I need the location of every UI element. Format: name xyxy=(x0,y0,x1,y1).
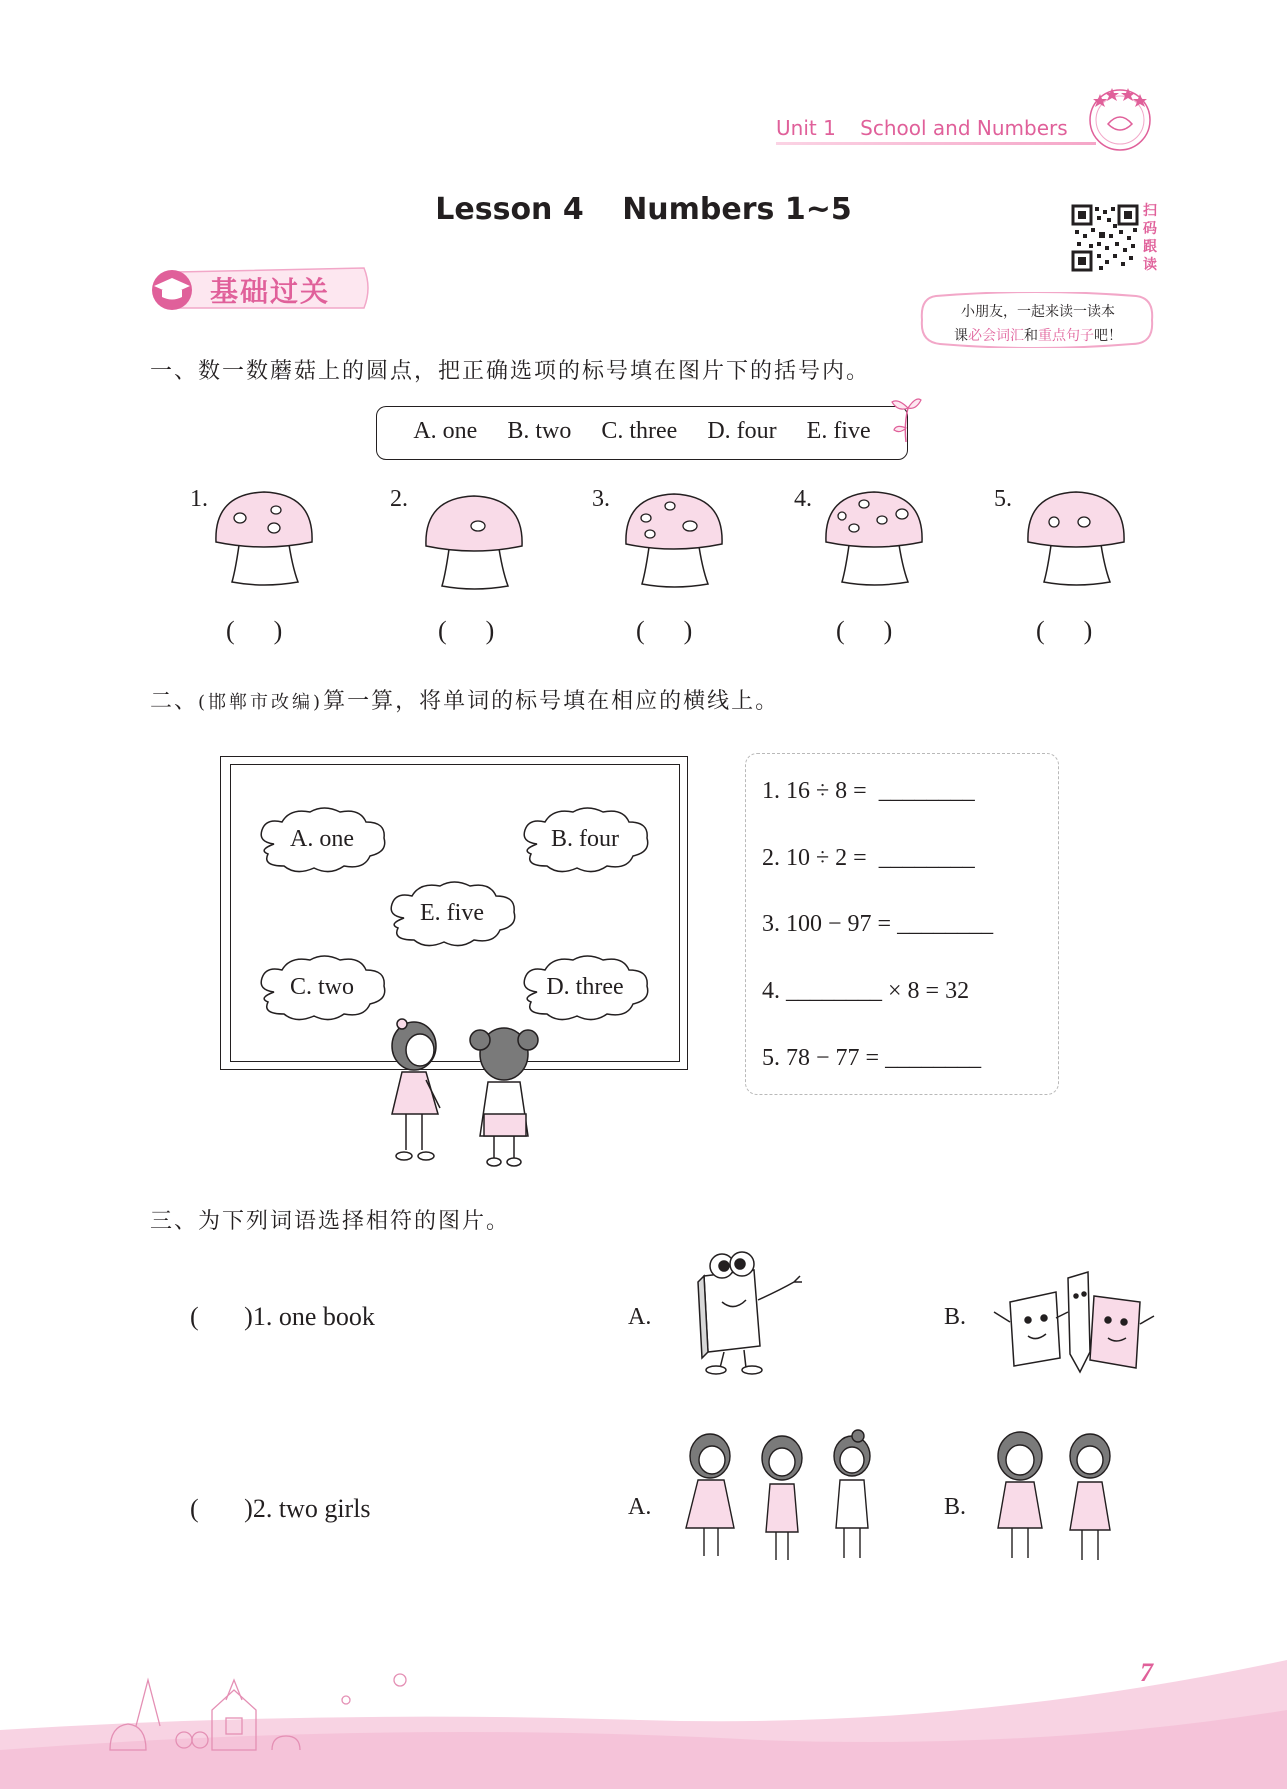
two-girls-illustration xyxy=(984,1428,1124,1568)
one-book-illustration xyxy=(684,1246,812,1376)
lesson-label: Lesson 4 xyxy=(435,192,584,227)
item-number: 4. xyxy=(794,486,812,512)
qr-code-icon xyxy=(1071,204,1139,272)
equation: 4. ________ × 8 = 32 xyxy=(762,978,970,1004)
section2-title: 二、(邯郸市改编)算一算，将单词的标号填在相应的横线上。 xyxy=(150,689,780,714)
option-e: E. five xyxy=(806,418,871,444)
mushroom-four-dots xyxy=(620,488,728,592)
choice-label-b: B. xyxy=(944,1304,967,1330)
answer-parens: ( ) xyxy=(1036,616,1093,645)
cloud-word: E. five xyxy=(420,900,484,926)
answer-parens: ( ) xyxy=(636,616,693,645)
option-c: C. three xyxy=(601,418,678,444)
cloud-word: C. two xyxy=(289,974,354,1000)
item-number: 1. xyxy=(190,486,208,512)
three-girls-illustration xyxy=(676,1428,892,1568)
mushroom-three-dots xyxy=(210,486,318,590)
choice-label-b: B. xyxy=(944,1494,967,1520)
cloud-word: B. four xyxy=(551,826,619,852)
equation: 2. 10 ÷ 2 = ________ xyxy=(762,845,975,871)
mushroom-one-dot xyxy=(420,490,528,594)
cloud-word: A. one xyxy=(290,826,354,852)
banner-label: 基础过关 xyxy=(210,275,331,308)
mushroom-two-dots xyxy=(1022,486,1130,590)
choice-label-a: A. xyxy=(628,1304,652,1330)
option-b: B. two xyxy=(507,418,572,444)
unit-header xyxy=(776,116,1068,140)
unit-title: School and Numbers xyxy=(860,116,1068,140)
cloud-word: D. three xyxy=(546,974,624,1000)
section2-source-note: (邯郸市改编) xyxy=(198,692,324,713)
section3-title: 三、为下列词语选择相符的图片。 xyxy=(150,1209,511,1234)
equation: 3. 100 − 97 = ________ xyxy=(762,911,994,937)
option-d: D. four xyxy=(707,418,777,444)
lesson-name: Numbers 1~5 xyxy=(622,192,852,227)
mushroom-five-dots xyxy=(820,486,928,590)
publisher-seal-icon xyxy=(1082,80,1158,156)
item-number: 3. xyxy=(592,486,610,512)
read-note-text xyxy=(924,300,1152,348)
item-number: 2. xyxy=(390,486,408,512)
girls-at-board-illustration xyxy=(376,1010,556,1170)
match-item-two-girls: ( )2. two girls xyxy=(190,1494,371,1523)
choice-label-a: A. xyxy=(628,1494,652,1520)
option-a: A. one xyxy=(413,418,478,444)
unit-label: Unit 1 xyxy=(776,116,836,140)
match-item-one-book: ( )1. one book xyxy=(190,1302,375,1331)
answer-parens: ( ) xyxy=(836,616,893,645)
sprout-icon xyxy=(890,394,922,442)
answer-parens: ( ) xyxy=(226,616,283,645)
read-note-line2: 课必会词汇和重点句子吧！ xyxy=(954,328,1122,344)
footer-decoration xyxy=(0,1600,1287,1789)
options-list xyxy=(376,418,908,445)
read-note-line1: 小朋友，一起来读一读本 xyxy=(961,304,1115,320)
graduation-cap-icon xyxy=(152,270,192,310)
two-books-and-pencil-illustration xyxy=(990,1262,1160,1388)
qr-caption: 扫码跟读 xyxy=(1143,203,1157,273)
header-rule xyxy=(776,142,1096,145)
section1-title: 一、数一数蘑菇上的圆点，把正确选项的标号填在图片下的括号内。 xyxy=(150,359,871,384)
answer-parens: ( ) xyxy=(438,616,495,645)
page-number: 7 xyxy=(1140,1658,1153,1687)
item-number: 5. xyxy=(994,486,1012,512)
equation: 5. 78 − 77 = ________ xyxy=(762,1045,982,1071)
equation: 1. 16 ÷ 8 = ________ xyxy=(762,778,975,804)
